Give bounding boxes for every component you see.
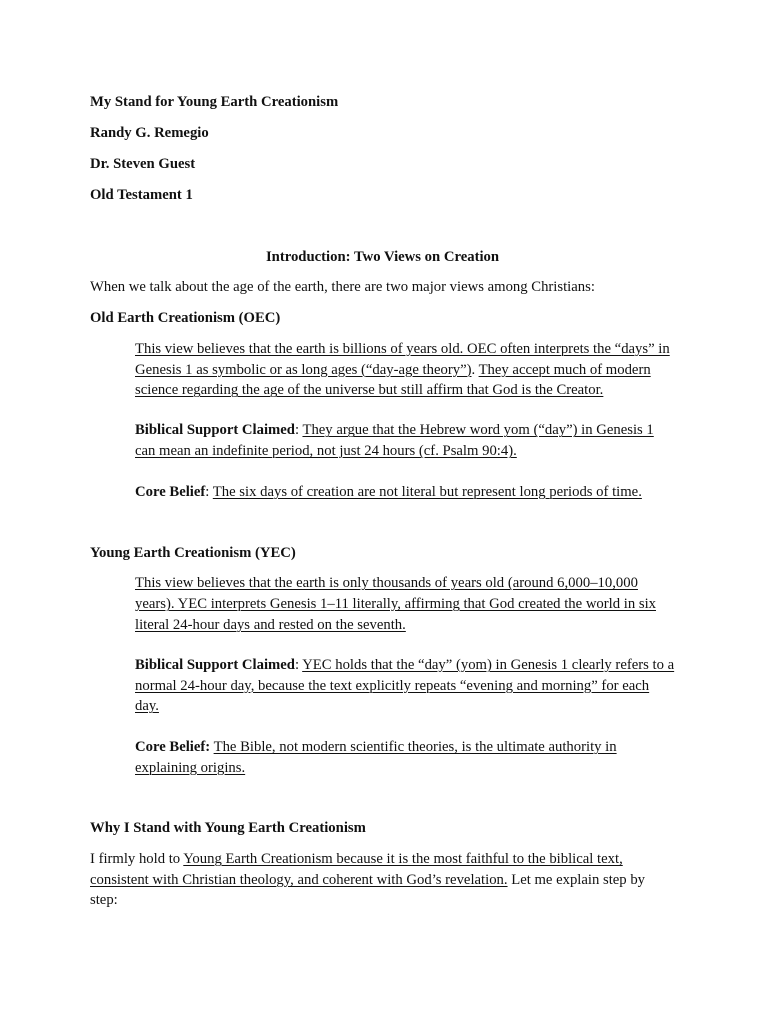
yec-description: This view believes that the earth is only thousands of years old (around 6,000–10,000 years). YEC interprets Genesis 1–11 literally, affirming that God created the world in six literal 24-hour days and rested on the seventh. bbox=[135, 575, 656, 633]
yec-support bbox=[135, 655, 675, 717]
yec-support-text: YEC holds that the “day” (yom) in Genesis 1 clearly refers to a normal 24-hour day, because the text explicitly repeats “evening and morning” for each day. bbox=[135, 656, 675, 715]
why-heading: Why I Stand with Young Earth Creationism bbox=[90, 820, 366, 837]
oec-description-part1: This view believes that the earth is billions of years old. OEC often interprets the “days” in Genesis 1 as symbolic or as long ages (“day-age theory”) bbox=[135, 340, 670, 378]
yec-core-text: The Bible, not modern scientific theories, is the ultimate authority in explaining origins. bbox=[135, 738, 617, 776]
yec-support-separator: : bbox=[294, 656, 303, 673]
oec-description-part2: They accept much of modern science regarding the age of the universe but still affirm that God is the Creator. bbox=[135, 361, 651, 399]
oec-core-label: Core Belief bbox=[135, 483, 206, 500]
why-lead-intro: I firmly hold to bbox=[90, 851, 184, 868]
intro-lead: When we talk about the age of the earth, there are two major views among Christians: bbox=[90, 279, 595, 296]
author-name: Randy G. Remegio bbox=[90, 125, 209, 141]
why-lead bbox=[90, 849, 675, 911]
oec-description-separator: . bbox=[471, 361, 479, 378]
yec-support-label: Biblical Support Claimed bbox=[135, 656, 295, 673]
oec-heading: Old Earth Creationism (OEC) bbox=[90, 310, 281, 327]
intro-heading: Introduction: Two Views on Creation bbox=[265, 248, 500, 265]
yec-core-label: Core Belief: bbox=[135, 738, 211, 755]
why-lead-closing: Let me explain step by step: bbox=[90, 871, 646, 909]
oec-support-label: Biblical Support Claimed bbox=[135, 422, 295, 439]
course-name: Old Testament 1 bbox=[90, 187, 193, 203]
why-lead-thesis: Young Earth Creationism because it is the most faithful to the biblical text, consistent with Christian theology, and coherent with God’s revelation. bbox=[90, 851, 623, 888]
oec-support-separator: : bbox=[294, 422, 303, 439]
document-page bbox=[90, 92, 675, 911]
document-title: My Stand for Young Earth Creationism bbox=[90, 94, 339, 110]
oec-description bbox=[135, 339, 675, 401]
instructor-name: Dr. Steven Guest bbox=[90, 156, 196, 172]
yec-core-belief bbox=[135, 737, 675, 778]
oec-support-text: They argue that the Hebrew word yom (“day”) in Genesis 1 can mean an indefinite period, not just 24 hours (cf. Psalm 90:4). bbox=[135, 422, 654, 460]
oec-core-belief bbox=[135, 482, 675, 503]
oec-core-text: The six days of creation are not literal but represent long periods of time. bbox=[212, 483, 642, 500]
yec-heading: Young Earth Creationism (YEC) bbox=[90, 544, 296, 561]
oec-core-separator: : bbox=[205, 483, 213, 500]
oec-support bbox=[135, 420, 675, 461]
